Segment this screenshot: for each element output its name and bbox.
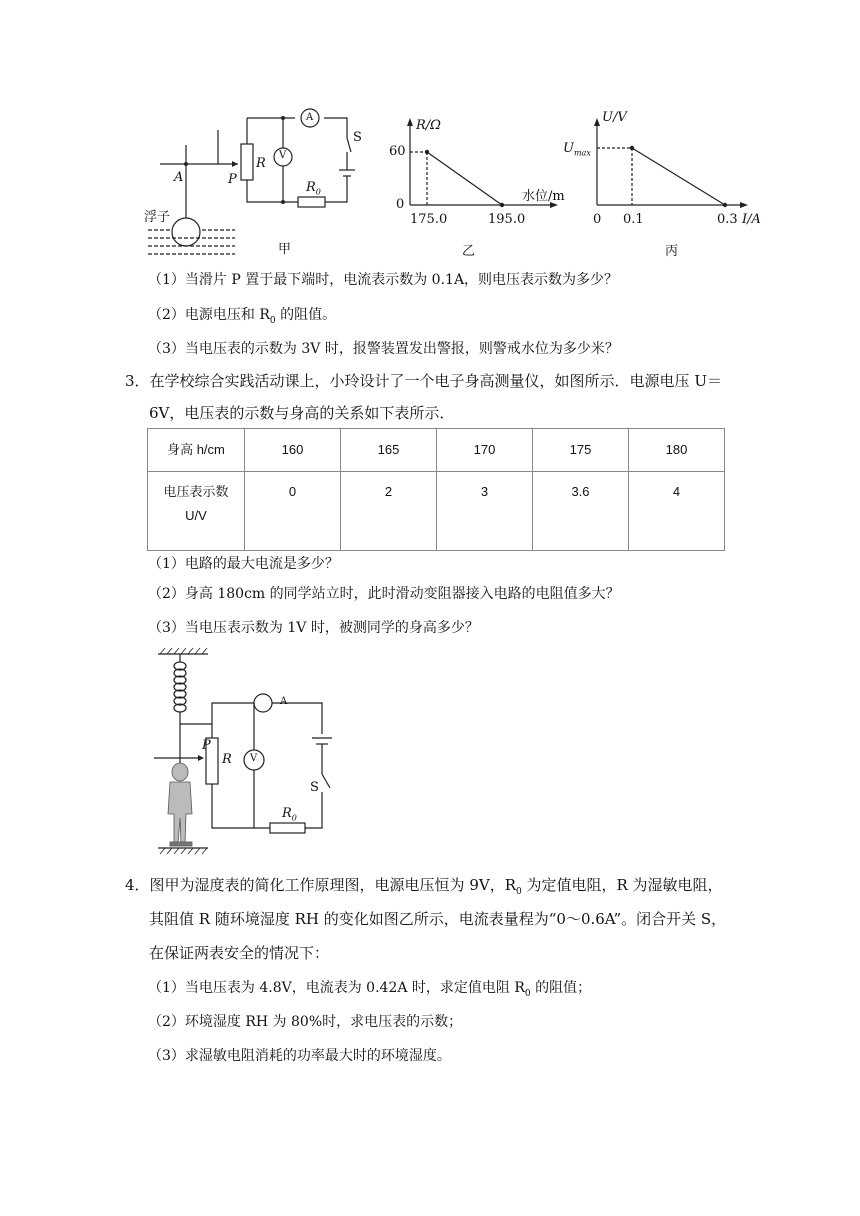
q2-part3: （3）当电压表的示数为 3V 时，报警装置发出警报，则警戒水位为多少米？: [148, 341, 619, 357]
table-cell: 电压表示数 U/V: [148, 472, 245, 551]
height-label-P: P: [202, 738, 211, 753]
table-cell: 170: [437, 429, 533, 472]
height-label-R: R: [222, 752, 232, 767]
table-cell: 3: [437, 472, 533, 551]
q2-part1: （1）当滑片 P 置于最下端时，电流表示数为 0.1A，则电压表示数为多少？: [148, 272, 619, 288]
q4-part2: （2）环境湿度 RH 为 80%时，求电压表的示数；: [148, 1014, 463, 1030]
yi-tick-60: 60: [389, 144, 406, 159]
yi-tick-0: 0: [396, 197, 405, 212]
yi-ylabel: R/Ω: [416, 118, 441, 133]
table-cell: 身高 h/cm: [148, 429, 245, 472]
bing-tick-0: 0: [593, 212, 602, 227]
bing-tick-03: 0.3: [717, 212, 738, 227]
height-voltmeter-label: V: [250, 753, 258, 764]
q4-part3: （3）求湿敏电阻消耗的功率最大时的环境湿度。: [148, 1048, 451, 1064]
person-figure: [168, 763, 192, 846]
caption-yi: 乙: [462, 244, 476, 259]
yi-tick-195: 195.0: [488, 212, 526, 227]
switch-label: S: [353, 130, 362, 145]
height-voltage-table: [147, 428, 725, 551]
table-row-height: [148, 429, 725, 472]
table-cell: 3.6: [533, 472, 629, 551]
bing-umax: $U_{max}$: [563, 141, 591, 158]
q3-line1: 3．在学校综合实践活动课上，小玲设计了一个电子身高测量仪，如图所示．电源电压 U＝: [125, 372, 722, 390]
q3-part2: （2）身高 180cm 的同学站立时，此时滑动变阻器接入电路的电阻值多大？: [148, 586, 620, 602]
voltmeter-label: V: [279, 150, 287, 161]
q4-line1: 4．图甲为湿度表的简化工作原理图，电源电压恒为 9V，$R_0$ 为定值电阻，R 为湿敏电阻，: [125, 876, 723, 897]
table-cell: 0: [245, 472, 341, 551]
caption-bing: 丙: [665, 244, 679, 259]
table-cell: 180: [629, 429, 725, 472]
q3-line2: 6V，电压表的示数与身高的关系如下表所示．: [149, 404, 455, 422]
q2-part2: （2）电源电压和 $R_0$ 的阻值。: [148, 307, 337, 326]
table-cell: 2: [341, 472, 437, 551]
label-A: A: [174, 170, 184, 185]
ammeter-label: A: [306, 112, 314, 123]
height-label-R0: $R_0$: [282, 806, 297, 823]
caption-jia: 甲: [278, 242, 292, 257]
table-cell: 4: [629, 472, 725, 551]
height-meter-drawing: [150, 646, 340, 856]
bing-tick-01: 0.1: [623, 212, 644, 227]
table-cell: 175: [533, 429, 629, 472]
yi-xlabel: 水位/m: [522, 189, 565, 204]
table-cell: 160: [245, 429, 341, 472]
height-switch-label: S: [310, 780, 319, 795]
q4-line3: 在保证两表安全的情况下：: [149, 944, 330, 962]
graph-bing-drawing: [585, 110, 765, 220]
bing-ylabel: U/V: [602, 110, 627, 125]
q4-part1: （1）当电压表为 4.8V，电流表为 0.42A 时，求定值电阻 $R_0$ 的阻值；: [148, 980, 592, 999]
q3-part1: （1）电路的最大电流是多少？: [148, 556, 339, 572]
table-row-voltage: [148, 472, 725, 551]
label-R0: $R_0$: [306, 180, 321, 197]
label-R: R: [256, 156, 266, 171]
height-ammeter-label: A: [280, 696, 288, 707]
float-label: 浮子: [144, 210, 171, 225]
bing-xlabel: I/A: [742, 212, 761, 227]
yi-tick-175: 175.0: [410, 212, 448, 227]
table-cell: 165: [341, 429, 437, 472]
q3-part3: （3）当电压表示数为 1V 时，被测同学的身高多少？: [148, 620, 479, 636]
label-P: P: [228, 172, 237, 187]
q4-line2: 其阻值 R 随环境湿度 RH 的变化如图乙所示，电流表量程为“0～0.6A”。闭合开关 S，: [149, 910, 727, 928]
